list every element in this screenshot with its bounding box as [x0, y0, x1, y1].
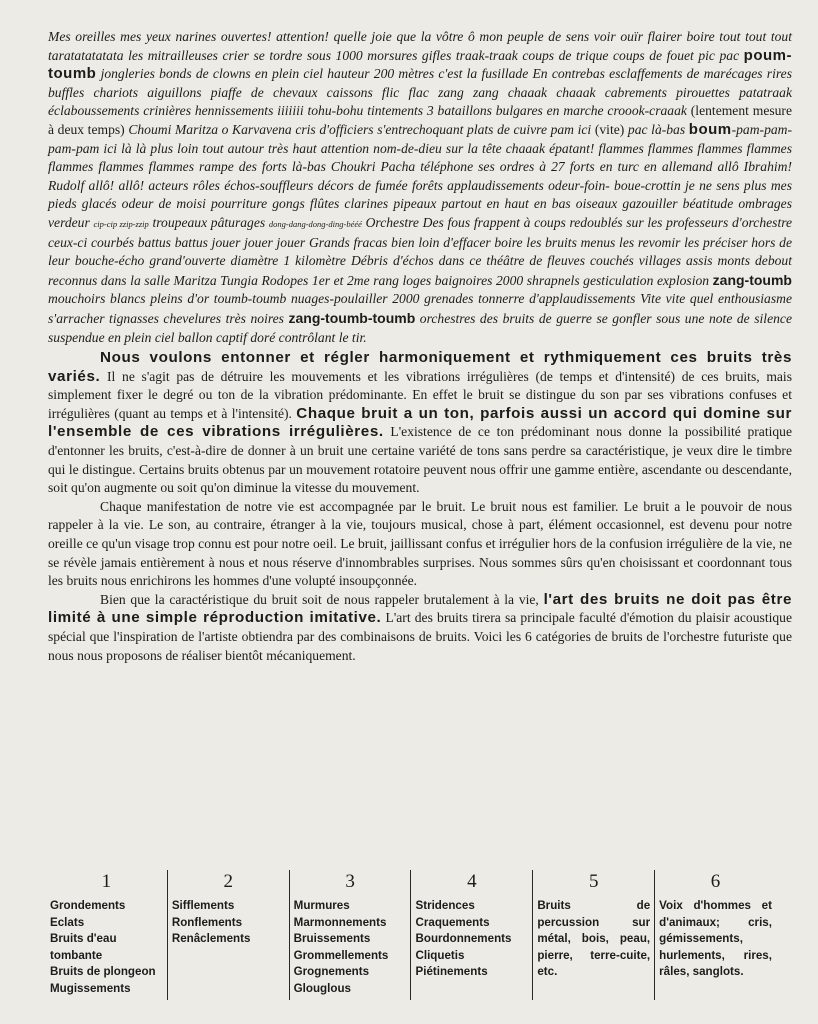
body-text: Bien que la caractéristique du bruit soit de nous rappeler brutalement à la vie, — [100, 591, 544, 607]
poem-text: orchestres des bruits de guerre se gonfler sous une note de silence suspendue en plein ciel ballon captif doré contrôlant le tir. — [48, 310, 792, 345]
body-text: L'art des bruits tirera sa principale faculté d'émotion du plaisir acoustique spécial que l'inspiration de l'artiste obtiendra par des combinaisons de bruits. Voici les 6 catégories de bruits de l'orchestre futuriste que nous nous proposons de réaliser bientôt mécaniquement. — [48, 610, 792, 663]
onomatopoeia-bold: zang-toumb — [712, 271, 792, 288]
category-item: Grondements — [50, 899, 126, 912]
poem-text: -pam-pam-pam-pam ici là là plus loin tout autour très haut attention nom-de-dieu sur la tête chaaak épatant! flammes flammes flammes flammes flammes flammes flammes rampe des forts là-bas Choukri Pacha téléphone ses ordres à 27 forts en turc en allemand allô Ibrahim! Rudolf allô! allô! acteurs rôles échos-souffleurs décors de fumée forêts applaudissements odeur-foin- boue-crottin je ne sens plus mes pieds glacés odeur de moisi pourriture gongs flûtes clarines pipeaux partout en haut en bas oiseaux gazouiller béatitude ombrages verdeur — [48, 121, 793, 230]
document-body — [48, 28, 792, 665]
onomatopoeia-small: dong-dang-dong-ding-bééé — [268, 218, 362, 229]
manifesto-paragraph — [48, 591, 792, 665]
manifesto-paragraph — [48, 498, 792, 591]
category-column — [48, 870, 167, 1000]
category-column — [167, 870, 289, 1000]
category-number: 1 — [101, 871, 112, 892]
emphasis-text: Chaque bruit a un ton, parfois aussi un accord qui domine sur l'ensemble de ces vibrations irrégulières. — [48, 404, 792, 441]
onomatopoeia-bold: zang-toumb-toumb — [288, 309, 416, 326]
category-column — [289, 870, 411, 1000]
category-column — [532, 870, 654, 1000]
tempo-note: (vite) — [594, 121, 625, 137]
tempo-note: (lentement mesure à deux temps) — [48, 103, 792, 137]
category-item: Bruits de plongeon — [50, 965, 156, 978]
poem-text: Mes oreilles mes yeux narines ouvertes! attention! quelle joie que la vôtre ô mon peuple de sens voir ouïr flairer boire tout tout tout taratatatatata les mitrailleuses crier se tordre sous 1000 morsures gifles traak-traak coups de trique coups de fouet pic pac — [48, 29, 792, 63]
category-item: Cliquetis — [415, 948, 465, 962]
category-item: Piétinements — [415, 965, 488, 978]
poem-text: mouchoirs blancs pleins d'or toumb-toumb nuages-poulailler 2000 grenades tonnerre d'applaudissements Vite vite quel enthousiasme s'arracher tignasses chevelures très noires — [48, 291, 792, 326]
category-item: Glouglous — [293, 981, 351, 995]
category-number: 5 — [588, 871, 599, 892]
category-item: Voix d'hommes et d'animaux; cris, gémissements, hurlements, rires, râles, sanglots. — [659, 899, 772, 978]
poem-text: Choumi Maritza o Karvavena cris d'officiers s'entrechoquant plats de cuivre pam ici — [128, 121, 592, 137]
category-item: Grognements — [293, 965, 370, 978]
category-item: Bourdonnements — [415, 932, 512, 945]
category-column — [654, 870, 776, 1000]
onomatopoeia-small: cip-cip zzip-zzip — [93, 218, 149, 229]
category-item: Mugissements — [50, 981, 131, 995]
poem-text: pac là-bas — [627, 121, 686, 137]
category-item: Bruits de percussion sur métal, bois, peau, pierre, terre-cuite, etc. — [537, 899, 651, 978]
emphasis-text: l'art des bruits ne doit pas être limité à une simple réproduction imitative. — [48, 590, 792, 627]
poem-text: Orchestre Des fous frappent à coups redoublés sur les professeurs d'orchestre ceux-ci courbés battus battus jouer jouer jouer Grands fracas bien loin d'effacer boire les bruits menus les revomir les préciser hors de leur bouche-écho grand'ouverte diamètre 1 kilomètre Débris d'échos dans ce théâtre de fleuves couchés villages assis monts debout reconnus dans la salle Maritza Tungia Rodopes 1er et 2me rang loges baignoires 2000 shrapnels gesticulation explosion — [48, 214, 793, 288]
category-item: Bruissements — [293, 932, 371, 945]
manifesto-paragraph — [48, 349, 792, 498]
body-text: Il ne s'agit pas de détruire les mouvements et les vibrations irrégulières (de temps et d'intensité) de ces bruits, mais simplement fixer le degré ou ton de la vibration prédominante. En effet le bruit se distingue du son par ses vibrations confuses et irrégulières (quant au temps et à l'intensité). — [48, 368, 792, 421]
category-item: Sifflements — [171, 899, 235, 912]
body-text: Chaque manifestation de notre vie est accompagnée par le bruit. Le bruit nous est familier. Le bruit a le pouvoir de nous rappeler à la vie. Le son, au contraire, étranger à la vie, toujours musical, chose à part, élément occasionnel, est devenu pour notre oreille ce qu'un visage trop connu est pour notre oeil. Le bruit, jaillissant confus et irrégulier hors de la confusion irrégulière de la vie, ne se révèle jamais entièrement à nous et nous réserve d'innombrables surprises. Nous sommes sûrs qu'en choisissant et coordonnant tous les bruits nous enrichirons les hommes d'une volupté insoupçonnée. — [48, 498, 792, 589]
category-number: 3 — [345, 871, 355, 892]
onomatopoeia-bold: poum-toumb — [48, 46, 792, 83]
emphasis-text: Nous voulons entonner et régler harmoniquement et rythmiquement ces bruits très variés. — [48, 349, 792, 385]
category-item: Eclats — [50, 915, 85, 929]
category-column — [410, 870, 532, 1000]
category-item: Grommellements — [293, 948, 389, 962]
onomatopoeia-bold: boum — [688, 120, 732, 138]
category-item: Bruits d'eau tombante — [50, 932, 117, 962]
body-text: L'existence de ce ton prédominant nous donne la possibilité pratique d'entonner les bruits, c'est-à-dire de donner à un bruit une certaine variété de tons sans perdre sa caractéristique, je veux dire le timbre qui le distingue. Certains bruits obtenus par un mouvement rotatoire peuvent nous offrir une gamme entière, ascendante ou descendante, soit qu'on augmente ou soit qu'on diminue la vitesse du mouvement. — [48, 424, 792, 496]
category-number: 6 — [710, 871, 721, 892]
category-number: 2 — [223, 871, 233, 892]
category-item: Renâclements — [171, 932, 251, 945]
category-item: Craquements — [415, 915, 490, 929]
category-number: 4 — [467, 871, 477, 892]
category-item: Stridences — [415, 899, 475, 912]
poem-text: troupeaux pâturages — [152, 214, 266, 230]
noise-categories-table — [48, 870, 776, 1000]
category-item: Marmonnements — [293, 915, 387, 929]
category-item: Ronflements — [171, 915, 243, 929]
poem-text: jongleries bonds de clowns en plein ciel hauteur 200 mètres c'est la fusillade En contrebas esclaffements de marécages rires buffles chariots aiguillons piaffe de chevaux caissons flic flac zang zang chaaak chaaak cabrements pirouettes patatraak éclaboussements crinières hennissements iiiiiii tohu-bohu tintements 3 bataillons bulgares en marche croook-craaak — [48, 66, 792, 119]
category-item: Murmures — [293, 899, 350, 912]
poem-paragraph — [48, 28, 792, 347]
